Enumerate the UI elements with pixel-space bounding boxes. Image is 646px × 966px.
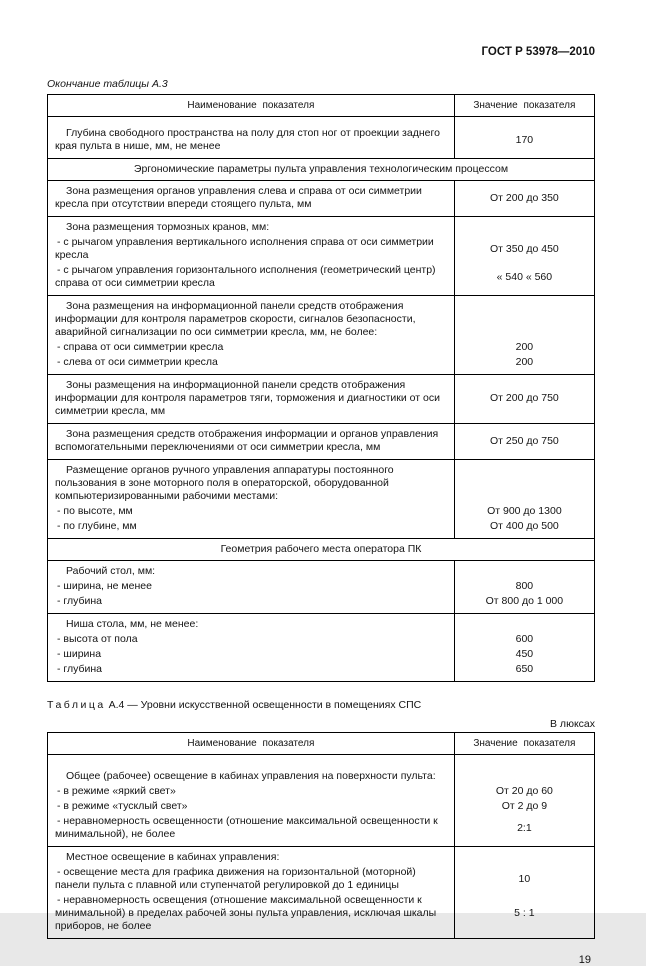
table-row-item: [48, 355, 594, 374]
table-row-item: [48, 847, 594, 865]
indicator-value: От 20 до 60: [495, 785, 553, 797]
indicator-name: - высота от пола: [48, 632, 455, 647]
indicator-name: - освещение места для графика движения на горизонтальной (моторной) панели пульта с плавной или ступенчатой регулировкой до 1 единицы: [48, 865, 455, 893]
indicator-value: [455, 847, 594, 865]
column-header-value: Значение показателя: [473, 738, 576, 749]
indicator-name: Местное освещение в кабинах управления:: [48, 847, 455, 865]
indicator-name: - неравномерность освещенности (отношение максимальной освещенности к минимальной), не более: [48, 814, 455, 846]
indicator-name: Зона размещения тормозных кранов, мм:: [48, 217, 455, 235]
indicator-value: От 400 до 500: [490, 520, 559, 532]
table-row: [48, 614, 594, 681]
indicator-name: - глубина: [48, 662, 455, 681]
indicator-name: - с рычагом управления горизонтального исполнения (геометрический центр) справа от оси симметрии кресла: [48, 263, 455, 295]
indicator-value: [455, 614, 594, 632]
table-row-item: [48, 893, 594, 938]
indicator-name: Ниша стола, мм, не менее:: [48, 614, 455, 632]
table-row: [48, 217, 594, 296]
indicator-name: Общее (рабочее) освещение в кабинах управления на поверхности пульта:: [48, 755, 455, 784]
indicator-value: От 2 до 9: [501, 800, 548, 812]
indicator-value: 5 : 1: [514, 907, 535, 919]
table-a4: [47, 732, 595, 939]
table-row: [48, 181, 594, 217]
indicator-value: 2:1: [517, 821, 532, 834]
indicator-value: 450: [515, 648, 534, 660]
column-header-value: Значение показателя: [473, 100, 576, 111]
page-number: 19: [578, 954, 591, 966]
indicator-value: От 200 до 750: [490, 392, 559, 404]
table-a4-caption: [47, 699, 595, 711]
table-row-item: [48, 296, 594, 340]
table-row: [48, 296, 594, 375]
table-row-item: [48, 217, 594, 235]
table-a3-caption: Окончание таблицы А.3: [47, 78, 168, 90]
table-header-row: [48, 95, 594, 117]
indicator-name: - ширина: [48, 647, 455, 662]
indicator-name: - неравномерность освещения (отношение максимальной освещенности к минимальной) в пределах рабочей зоны пульта управления, исключая шкалы приборов, не более: [48, 893, 455, 938]
table-row: [48, 460, 594, 539]
indicator-name: - глубина: [48, 594, 455, 613]
indicator-value: [455, 460, 594, 504]
table-row-item: [48, 375, 594, 423]
table-row-item: [48, 181, 594, 216]
table-row-item: [48, 632, 594, 647]
table-row-item: [48, 755, 594, 784]
indicator-name: - в режиме «тусклый свет»: [48, 799, 455, 814]
column-header-name: Наименование показателя: [48, 733, 455, 754]
table-row: [48, 755, 594, 847]
table-row-item: [48, 784, 594, 799]
indicator-name: - с рычагом управления вертикального исполнения справа от оси симметрии кресла: [48, 235, 455, 263]
table-row-item: [48, 561, 594, 579]
indicator-name: Зоны размещения на информационной панели средств отображения информации для контроля параметров тяги, торможения и диагностики от оси симметрии кресла, мм: [48, 375, 455, 423]
indicator-value: 600: [515, 633, 534, 645]
indicator-value: От 900 до 1300: [487, 505, 562, 517]
section-title: Геометрия рабочего места оператора ПК: [48, 539, 594, 561]
table-row-item: [48, 662, 594, 681]
indicator-name: - слева от оси симметрии кресла: [48, 355, 455, 374]
indicator-name: Зона размещения органов управления слева и справа от оси симметрии кресла при отсутствии впереди стоящего пульта, мм: [48, 181, 455, 216]
table-row-item: [48, 594, 594, 613]
indicator-value: От 800 до 1 000: [485, 595, 564, 607]
table-row-item: [48, 814, 594, 846]
indicator-value: 200: [515, 341, 534, 353]
indicator-value: 170: [515, 133, 534, 146]
table-row: [48, 424, 594, 460]
table-row-item: [48, 460, 594, 504]
table-row-item: [48, 424, 594, 459]
table-row-item: [48, 647, 594, 662]
indicator-name: Глубина свободного пространства на полу для стоп ног от проекции заднего края пульта в нише, мм, не менее: [48, 117, 455, 158]
table-row-item: [48, 340, 594, 355]
table-a3: [47, 94, 595, 682]
indicator-name: Размещение органов ручного управления аппаратуры постоянного пользования в зоне моторного поля в операторской, оборудованной компьютеризированными рабочими местами:: [48, 460, 455, 504]
table-row-item: [48, 117, 594, 158]
table-header-row: [48, 733, 594, 755]
indicator-value: 10: [518, 872, 531, 885]
column-header-name: Наименование показателя: [48, 95, 455, 116]
indicator-name: - в режиме «яркий свет»: [48, 784, 455, 799]
indicator-name: Рабочий стол, мм:: [48, 561, 455, 579]
indicator-value: От 250 до 750: [490, 434, 559, 447]
indicator-name: - по глубине, мм: [48, 519, 455, 538]
section-title: Эргономические параметры пульта управления технологическим процессом: [48, 159, 594, 181]
table-row: [48, 561, 594, 614]
indicator-value: [455, 296, 594, 340]
indicator-value: От 200 до 350: [490, 191, 559, 204]
indicator-value: 650: [515, 663, 534, 675]
indicator-value: [455, 217, 594, 235]
table-row-item: [48, 504, 594, 519]
table-row-item: [48, 799, 594, 814]
indicator-value: [455, 561, 594, 579]
indicator-name: - справа от оси симметрии кресла: [48, 340, 455, 355]
table-row-item: [48, 235, 594, 263]
table-row: [48, 375, 594, 424]
table-a4-caption-word: Таблица: [47, 699, 106, 711]
indicator-value: 800: [515, 580, 534, 592]
indicator-value: « 540 « 560: [496, 270, 553, 283]
unit-label: В люксах: [550, 718, 595, 730]
table-a4-caption-rest: А.4 — Уровни искусственной освещенности в помещениях СПС: [105, 699, 422, 711]
indicator-name: - ширина, не менее: [48, 579, 455, 594]
table-row-item: [48, 614, 594, 632]
indicator-value: 200: [515, 356, 534, 368]
table-row: [48, 847, 594, 938]
indicator-name: - по высоте, мм: [48, 504, 455, 519]
table-row-item: [48, 519, 594, 538]
table-row-item: [48, 865, 594, 893]
table-row-item: [48, 263, 594, 295]
table-row: [48, 117, 594, 159]
indicator-value: От 350 до 450: [490, 242, 559, 255]
indicator-name: Зона размещения на информационной панели средств отображения информации для контроля параметров скорости, сигналов безопасности, аварийной сигнализации по оси симметрии кресла, мм, не более:: [48, 296, 455, 340]
doc-number: ГОСТ Р 53978—2010: [481, 46, 595, 58]
table-row-item: [48, 579, 594, 594]
indicator-value: [455, 755, 594, 784]
indicator-name: Зона размещения средств отображения информации и органов управления вспомогательными переключениями от оси симметрии кресла, мм: [48, 424, 455, 459]
